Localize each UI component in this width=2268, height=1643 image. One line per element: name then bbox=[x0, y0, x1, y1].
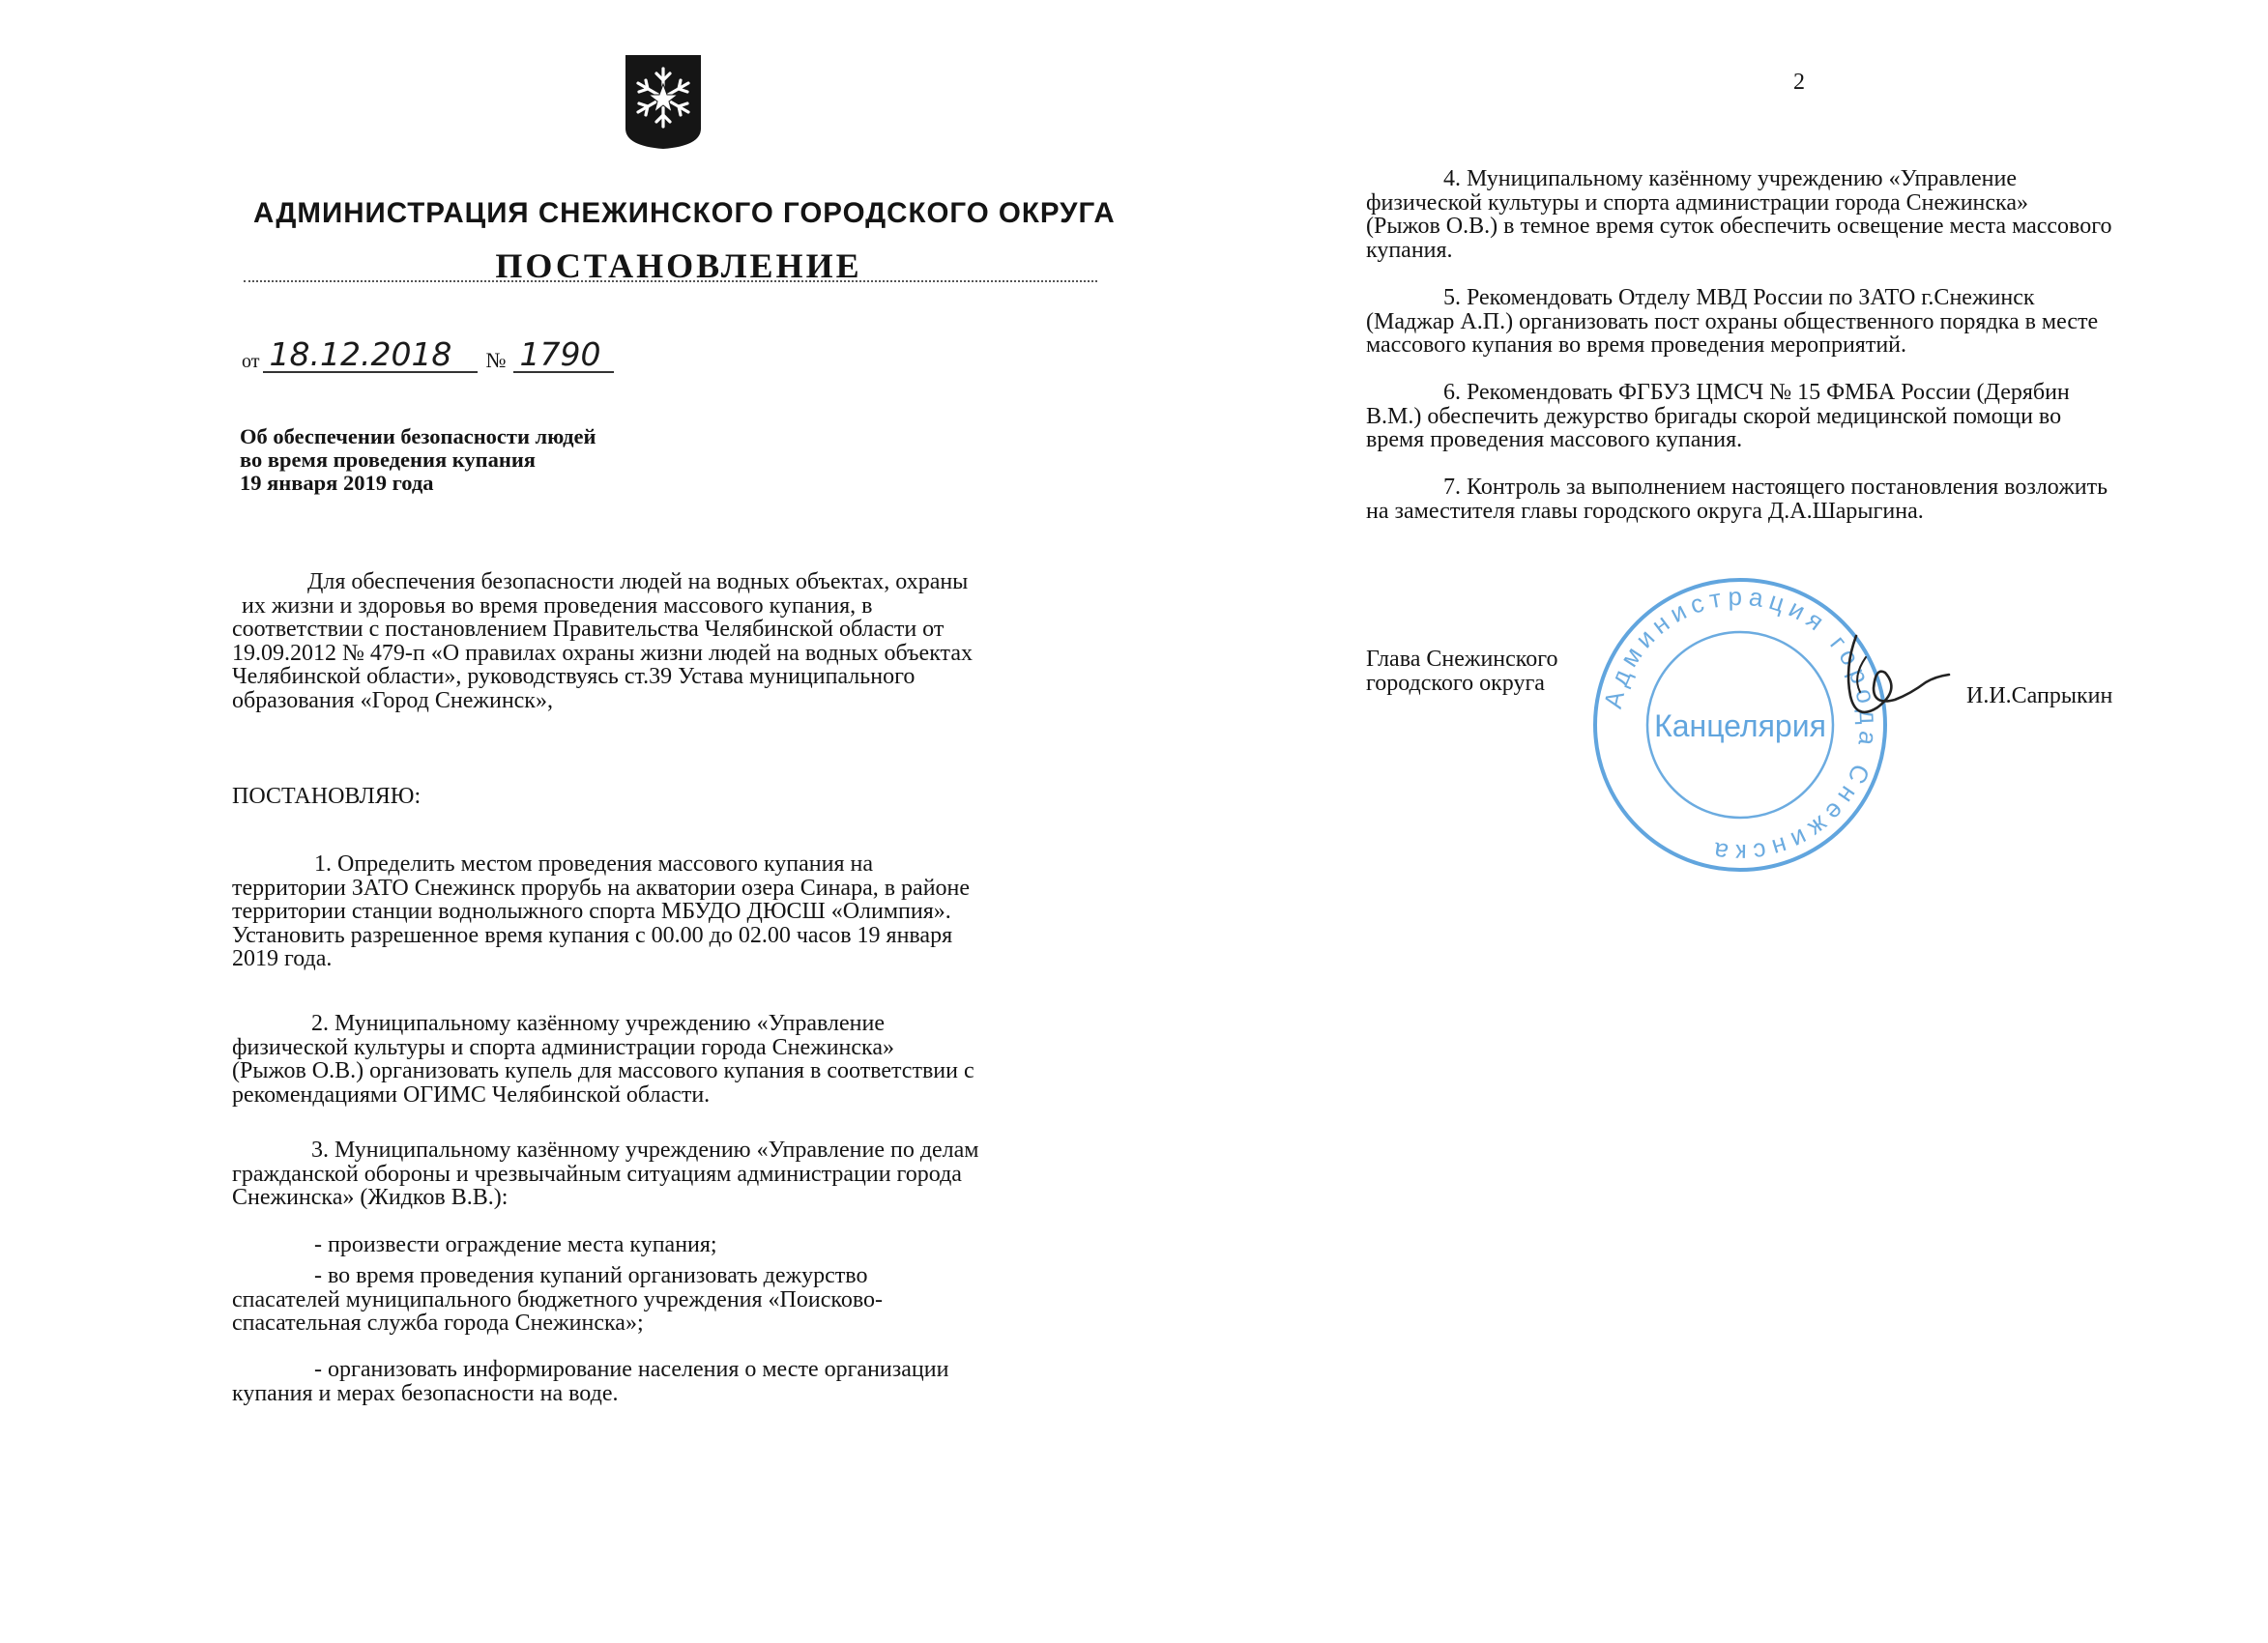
text-line: (Маджар А.П.) организовать пост охраны общественного порядка в месте bbox=[1366, 308, 2099, 334]
page-number: 2 bbox=[1793, 70, 1805, 95]
stamp-center-text: Канцелярия bbox=[1654, 708, 1826, 743]
item-3-subitem-c bbox=[232, 1358, 1088, 1405]
text-line: Снежинска» (Жидков В.В.): bbox=[232, 1185, 509, 1210]
text-line: - произвести ограждение места купания; bbox=[314, 1232, 717, 1257]
text-line: Для обеспечения безопасности людей на водных объектах, охраны bbox=[307, 569, 969, 594]
text-line: городского округа bbox=[1366, 670, 1545, 696]
document-subject bbox=[240, 425, 596, 495]
text-line: время проведения массового купания. bbox=[1366, 427, 1743, 452]
text-line: (Рыжов О.В.) организовать купель для массового купания в соответствии с bbox=[232, 1058, 974, 1083]
item-7 bbox=[1366, 476, 2222, 523]
item-3-subitem-a bbox=[232, 1233, 1088, 1257]
number-sign: № bbox=[485, 348, 507, 372]
document-type-title: ПОСТАНОВЛЕНИЕ bbox=[495, 246, 862, 285]
header-divider bbox=[244, 280, 1097, 282]
item-3-subitem-b bbox=[232, 1264, 1088, 1336]
handwritten-number: 1790 bbox=[513, 338, 614, 373]
snowflake-emblem-icon bbox=[624, 53, 703, 150]
text-line: - организовать информирование населения о месте организации bbox=[314, 1357, 949, 1382]
handwritten-signature-icon bbox=[1817, 628, 1953, 735]
organization-header: АДМИНИСТРАЦИЯ СНЕЖИНСКОГО ГОРОДСКОГО ОКРУГА bbox=[253, 197, 1116, 229]
stamp-ring-text: Администрация города Снежинска bbox=[1598, 581, 1884, 869]
item-4 bbox=[1366, 167, 2222, 262]
handwritten-date: 18.12.2018 bbox=[263, 338, 478, 373]
text-line: соответствии с постановлением Правительства Челябинской области от bbox=[232, 617, 945, 642]
text-line: - во время проведения купаний организовать дежурство bbox=[314, 1263, 868, 1288]
page-2 bbox=[1134, 0, 2268, 1643]
text-line: 5. Рекомендовать Отделу МВД России по ЗАТО г.Снежинск bbox=[1443, 285, 2035, 310]
text-line: физической культуры и спорта администрации города Снежинска» bbox=[232, 1034, 894, 1060]
text-line: купания. bbox=[1366, 237, 1453, 263]
item-6 bbox=[1366, 381, 2222, 452]
text-line: В.М.) обеспечить дежурство бригады скорой медицинской помощи во bbox=[1366, 403, 2062, 429]
text-line: (Рыжов О.В.) в темное время суток обеспечить освещение места массового bbox=[1366, 214, 2112, 239]
date-prefix: от bbox=[242, 351, 260, 372]
subject-line: во время проведения купания bbox=[240, 447, 536, 472]
date-number-line bbox=[242, 335, 614, 373]
subject-line: Об обеспечении безопасности людей bbox=[240, 424, 596, 448]
subject-line: 19 января 2019 года bbox=[240, 471, 434, 495]
text-line: массового купания во время проведения мероприятий. bbox=[1366, 332, 1907, 358]
text-line: купания и мерах безопасности на воде. bbox=[232, 1380, 619, 1406]
preamble-paragraph bbox=[232, 570, 1088, 712]
text-line: 7. Контроль за выполнением настоящего постановления возложить bbox=[1443, 475, 2108, 500]
text-line: спасателей муниципального бюджетного учреждения «Поисково- bbox=[232, 1286, 883, 1312]
signer-name: И.И.Сапрыкин bbox=[1966, 683, 2113, 708]
text-line: на заместителя главы городского округа Д.А.Шарыгина. bbox=[1366, 498, 1924, 524]
text-line: спасательная служба города Снежинска»; bbox=[232, 1311, 644, 1336]
signatory-title bbox=[1366, 648, 1557, 695]
text-line: их жизни и здоровья во время проведения массового купания, в bbox=[242, 592, 873, 619]
text-line: Установить разрешенное время купания с 00.00 до 02.00 часов 19 января bbox=[232, 922, 953, 948]
text-line: 1. Определить местом проведения массового купания на bbox=[314, 851, 874, 877]
text-line: 2. Муниципальному казённому учреждению «Управление bbox=[311, 1011, 885, 1036]
text-line: ПОСТАНОВЛЯЮ: bbox=[232, 784, 422, 809]
text-line: Челябинской области», руководствуясь ст.39 Устава муниципального bbox=[232, 664, 916, 689]
text-line: Глава Снежинского bbox=[1366, 647, 1558, 672]
text-line: образования «Город Снежинск», bbox=[232, 687, 553, 713]
text-line: 6. Рекомендовать ФГБУЗ ЦМСЧ № 15 ФМБА России (Дерябин bbox=[1443, 380, 2070, 405]
resolve-heading bbox=[232, 785, 1088, 809]
text-line: территории станции воднолыжного спорта МБУДО ДЮСШ «Олимпия». bbox=[232, 899, 951, 924]
text-line: физической культуры и спорта администрации города Снежинска» bbox=[1366, 189, 2028, 216]
text-line: гражданской обороны и чрезвычайным ситуациям администрации города bbox=[232, 1161, 962, 1187]
item-2 bbox=[232, 1012, 1088, 1107]
text-line: 4. Муниципальному казённому учреждению «Управление bbox=[1443, 166, 2017, 191]
text-line: 3. Муниципальному казённому учреждению «Управление по делам bbox=[311, 1138, 979, 1163]
item-1 bbox=[232, 852, 1088, 971]
text-line: рекомендациями ОГИМС Челябинской области. bbox=[232, 1081, 711, 1108]
item-5 bbox=[1366, 286, 2222, 358]
text-line: 19.09.2012 № 479-п «О правилах охраны жизни людей на водных объектах bbox=[232, 640, 973, 666]
text-line: территории ЗАТО Снежинск прорубь на акватории озера Синара, в районе bbox=[232, 875, 971, 901]
text-line: 2019 года. bbox=[232, 946, 333, 971]
item-3 bbox=[232, 1139, 1088, 1210]
